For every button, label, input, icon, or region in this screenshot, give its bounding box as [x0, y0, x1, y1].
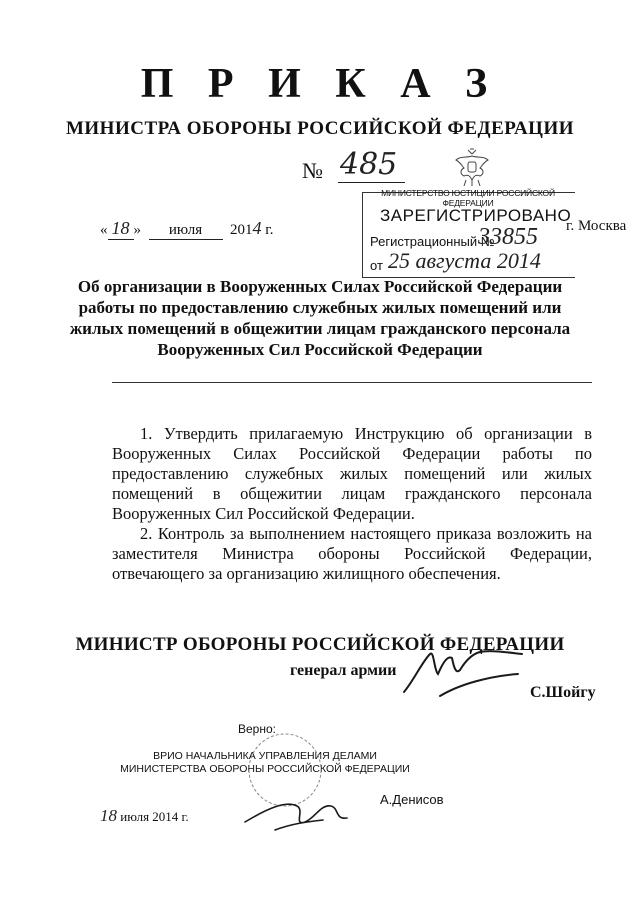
eagle-emblem-icon: [450, 146, 494, 190]
certification-date: [100, 806, 189, 826]
order-body: [112, 424, 592, 584]
signatory-position: МИНИСТР ОБОРОНЫ РОССИЙСКОЙ ФЕДЕРАЦИИ: [75, 634, 565, 655]
document-title: П Р И К А З: [140, 61, 500, 107]
certifier-position-line1: ВРИО НАЧАЛЬНИКА УПРАВЛЕНИЯ ДЕЛАМИ: [153, 750, 377, 762]
date-month: июля: [149, 222, 223, 240]
date-open-quote: «: [100, 222, 108, 238]
date-day: 18: [108, 218, 134, 240]
certifier-position-line2: МИНИСТЕРСТВА ОБОРОНЫ РОССИЙСКОЙ ФЕДЕРАЦИИ: [120, 763, 410, 775]
minister-signature-icon: [400, 640, 530, 700]
city: г. Москва: [566, 218, 627, 234]
signatory-name: С.Шойгу: [530, 684, 596, 701]
stamp-registered: ЗАРЕГИСТРИРОВАНО: [380, 206, 572, 225]
date-year-prefix: 201: [230, 222, 253, 238]
stamp-reg-number: 33855: [478, 224, 538, 250]
cert-date-rest: июля 2014 г.: [120, 809, 189, 824]
stamp-date-label: от: [370, 258, 383, 273]
certifier-seal-and-signature-icon: [235, 730, 355, 840]
paragraph-1: 1. Утвердить прилагаемую Инструкцию об организации в Вооруженных Силах Российской Федерации работы по предоставлению служебных жилых помещений или жилых помещений в общежитии лицам гражданского персонала Вооруженных Сил Российской Федерации.: [112, 424, 592, 523]
paragraph-2: 2. Контроль за выполнением настоящего приказа возложить на заместителя Министра обороны Российской Федерации, отвечающего за организацию жилищного обеспечения.: [112, 524, 592, 583]
document-subtitle: МИНИСТРА ОБОРОНЫ РОССИЙСКОЙ ФЕДЕРАЦИИ: [65, 118, 575, 139]
certifier-name: А.Денисов: [380, 792, 444, 807]
order-heading: Об организации в Вооруженных Силах Российской Федерации работы по предоставлению служебных жилых помещений или жилых помещений в общежитии лицам гражданского персонала Вооруженных Сил Российской Федерации: [69, 277, 571, 359]
signatory-rank: генерал армии: [290, 662, 397, 679]
date-close-quote: »: [133, 222, 141, 238]
heading-divider: [112, 382, 592, 383]
order-date: [100, 218, 273, 240]
cert-date-day: 18: [100, 806, 117, 825]
stamp-date-value: 25 августа 2014: [388, 248, 541, 273]
date-year-abbr: г.: [265, 222, 274, 238]
certification-label: Верно:: [238, 722, 276, 736]
date-year-suffix: 4: [252, 218, 262, 238]
order-number-label: №: [302, 158, 323, 183]
stamp-reg-label: Регистрационный №: [370, 234, 495, 249]
order-number: 485: [338, 148, 405, 183]
stamp-ministry: МИНИСТЕРСТВО ЮСТИЦИИ РОССИЙСКОЙ ФЕДЕРАЦИИ: [381, 188, 555, 208]
